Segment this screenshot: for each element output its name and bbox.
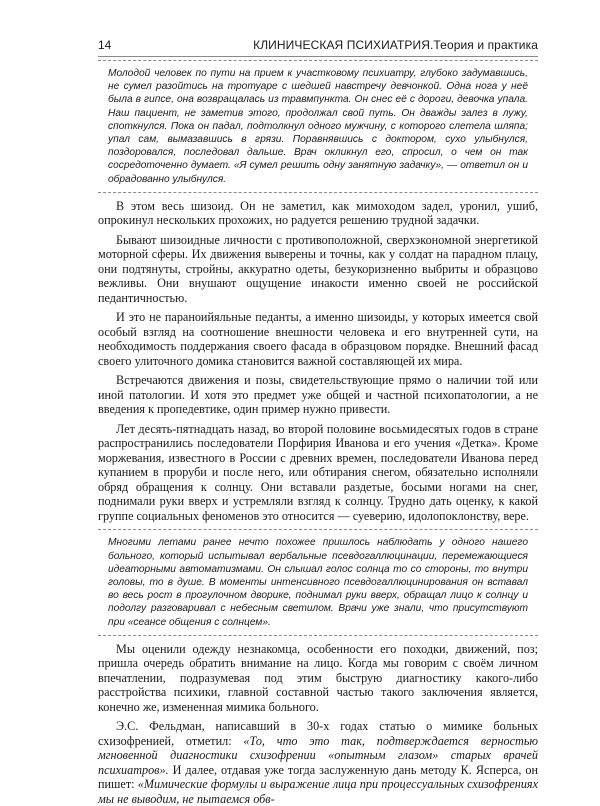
- paragraph-7: [98, 719, 538, 806]
- paragraph-4: Встречаются движения и позы, свидетельствующие прямо о наличии той или иной патологии. И хотя это предмет уже общей и частной психопатологии, а не введения к пропедевтике, один пример нужно привести.: [98, 373, 538, 417]
- case-box-1-text: Молодой человек по пути на прием к участковому психиатру, глубоко задумавшись, не сумел разойтись на тротуаре с шедшей навстречу девчонкой. Одна нога у неё была в гипсе, она возвращалась из травмпункта. Он снес её с дороги, девочка упала. Наш пациент, не заметив этого, продолжал свой путь. Он дважды залез в лужу, споткнулся. Пока он падал, подтолкнул одного мужчину, с которого слетела шляпа; упал сам, вымазавшись в грязи. Поравнявшись с доктором, сухо улыбнулся, поздоровался, последовал дальше. Врач окликнул его, спросил, о чем он так сосредоточенно думает. «Я сумел решить одну занятную задачку», — ответил он и обрадованно улыбнулся.: [108, 68, 528, 185]
- page-header: [98, 38, 538, 54]
- paragraph-2: Бывают шизоидные личности с противоположной, сверхэкономной энергетикой моторной сферы. Их движения выверены и точны, как у солдат на парадном плацу, они подтянуты, стройны, аккуратно одеты, безукоризненно выбриты и образцово вежливы. Они внушают ощущение инакости именно своей не российской педантичностью.: [98, 232, 538, 305]
- case-box-1: [98, 60, 538, 193]
- page-number: 14: [98, 38, 112, 52]
- paragraph-7-lead: Э.С. Фельдман, написавший в 30-х годах статью о мимике больных схизофренией, отметил:: [98, 719, 538, 748]
- paragraph-7-quote-2: «Мимические формулы и выражение лица при процессуальных схизофрениях мы не выводим, не пытаемся обв-: [98, 777, 538, 806]
- paragraph-7-middle: И далее, отдавая уже тогда заслуженную дань методу К. Ясперса, он пишет:: [98, 762, 538, 792]
- paragraph-6: Мы оценили одежду незнакомца, особенности его походки, движений, поз; пришла очередь обратить внимание на лицо. Когда мы говорим с своём личном впечатлении, подразумевая под этим быструю диагностику какого-либо расстройства психики, главной составной частью такого заключения является, конечно же, измененная мимика больного.: [98, 641, 538, 714]
- case-box-2-text: Многими летами ранее нечто похожее пришлось наблюдать у одного нашего больного, который испытывал вербальные псевдогаллюцинации, перемежающиеся идеаторными автоматизмами. Он слышал голос солнца то со стороны, то внутри головы, то в душе. В моменты интенсивного псевдогаллюцинирования он вставал во весь рост в прогулочном дворике, поднимал руки вверх, обращал лицо к солнцу и подолгу разговаривал с небесным светилом. Врачи уже знали, что присутствуют при «сеансе общения с солнцем».: [108, 537, 528, 628]
- paragraph-1: В этом весь шизоид. Он не заметил, как мимоходом задел, уронил, ушиб, опрокинул нескольких прохожих, но радуется решению трудной задачки.: [98, 198, 538, 228]
- case-box-2: [98, 529, 538, 635]
- page-content: [98, 60, 538, 806]
- running-title: КЛИНИЧЕСКАЯ ПСИХИАТРИЯ.Теория и практика: [253, 38, 538, 52]
- header-rule: [98, 56, 538, 57]
- paragraph-7-quote-1: «То, что это так, подтверждается верностью мгновенной диагностики схизофрении «опытным глазом» старых врачей психиатров».: [98, 733, 539, 777]
- paragraph-5: Лет десять-пятнадцать назад, во второй половине восьмидесятых годов в стране распространились последователи Порфирия Иванова и его учения «Детка». Кроме моржевания, известного в России с древних времен, последователи Иванова перед купанием в проруби и после него, или обтирания снегом, обязательно исполняли обряд обращения к солнцу. Они вставали раздетые, босыми ногами на снег, поднимали руки вверх и устремляли взгляд к солнцу. Трудно дать оценку, к какой группе социальных феноменов это относится — суеверию, идолопоклонству, вере.: [98, 421, 538, 523]
- paragraph-3: И это не параноийяльные педанты, а именно шизоиды, у которых имеется свой особый взгляд на соотношение внешности человека и его внутренней сути, на необходимость поддержания своего фасада в образцовом порядке. Внешний фасад своего улиточного домика становится важной составляющей их мира.: [98, 310, 538, 368]
